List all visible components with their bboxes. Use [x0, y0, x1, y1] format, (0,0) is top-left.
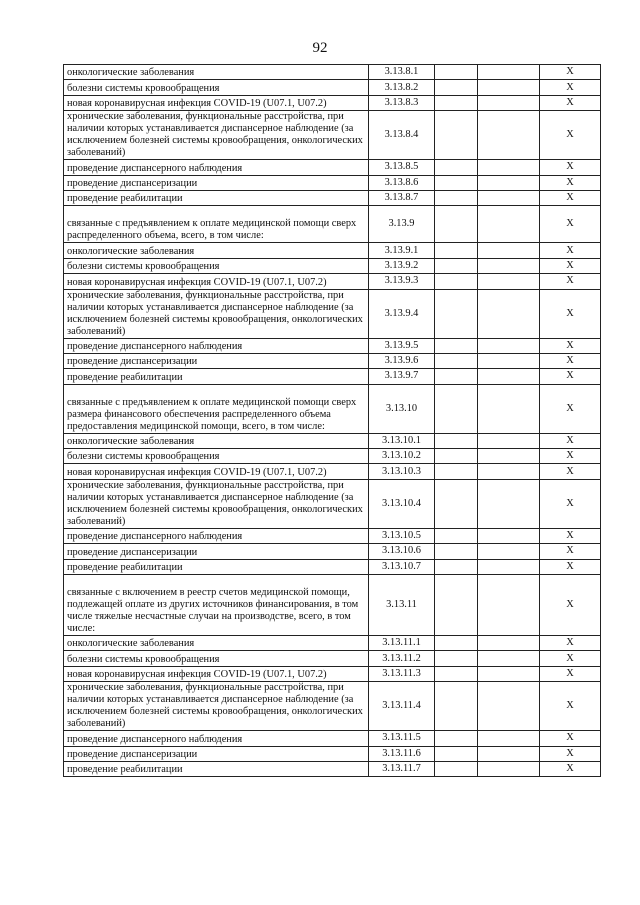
row-empty-cell [435, 575, 478, 636]
row-empty-cell [478, 206, 540, 243]
row-empty-cell [435, 80, 478, 95]
row-empty-cell [478, 464, 540, 479]
row-empty-cell [435, 464, 478, 479]
table-body [64, 65, 601, 777]
row-empty-cell [435, 190, 478, 205]
table-row [64, 258, 601, 273]
row-mark-cell: X [540, 369, 601, 384]
table-row [64, 384, 601, 433]
row-name-cell: связанные с предъявлением к оплате медицинской помощи сверх распределенного объема, всего, в том числе: [64, 206, 369, 243]
row-mark-cell: X [540, 559, 601, 574]
row-mark-cell: X [540, 528, 601, 543]
table-row [64, 111, 601, 160]
row-name-cell: онкологические заболевания [64, 433, 369, 448]
row-empty-cell [478, 190, 540, 205]
row-name-cell: проведение диспансерного наблюдения [64, 160, 369, 175]
row-empty-cell [435, 636, 478, 651]
row-empty-cell [478, 731, 540, 746]
row-name-cell: болезни системы кровообращения [64, 258, 369, 273]
table-row [64, 575, 601, 636]
row-empty-cell [435, 175, 478, 190]
row-mark-cell: X [540, 175, 601, 190]
table-row [64, 544, 601, 559]
row-code-cell: 3.13.10.2 [369, 449, 435, 464]
table-row [64, 80, 601, 95]
row-name-cell: новая коронавирусная инфекция COVID-19 (U07.1, U07.2) [64, 95, 369, 110]
row-empty-cell [435, 289, 478, 338]
row-name-cell: новая коронавирусная инфекция COVID-19 (U07.1, U07.2) [64, 666, 369, 681]
row-code-cell: 3.13.11.3 [369, 666, 435, 681]
row-mark-cell: X [540, 190, 601, 205]
row-empty-cell [478, 528, 540, 543]
row-mark-cell: X [540, 160, 601, 175]
row-code-cell: 3.13.9.1 [369, 243, 435, 258]
table-row [64, 479, 601, 528]
row-empty-cell [478, 575, 540, 636]
row-mark-cell: X [540, 449, 601, 464]
row-empty-cell [478, 111, 540, 160]
row-mark-cell: X [540, 464, 601, 479]
row-empty-cell [478, 338, 540, 353]
table-row [64, 651, 601, 666]
row-code-cell: 3.13.10.4 [369, 479, 435, 528]
row-empty-cell [478, 559, 540, 574]
row-name-cell: болезни системы кровообращения [64, 80, 369, 95]
row-mark-cell: X [540, 682, 601, 731]
row-mark-cell: X [540, 544, 601, 559]
row-empty-cell [478, 636, 540, 651]
row-code-cell: 3.13.11.1 [369, 636, 435, 651]
row-mark-cell: X [540, 65, 601, 80]
row-mark-cell: X [540, 666, 601, 681]
row-name-cell: новая коронавирусная инфекция COVID-19 (U07.1, U07.2) [64, 274, 369, 289]
row-empty-cell [478, 243, 540, 258]
row-empty-cell [478, 479, 540, 528]
row-empty-cell [478, 433, 540, 448]
row-empty-cell [478, 160, 540, 175]
row-mark-cell: X [540, 761, 601, 776]
row-code-cell: 3.13.8.2 [369, 80, 435, 95]
row-empty-cell [435, 274, 478, 289]
row-mark-cell: X [540, 746, 601, 761]
row-mark-cell: X [540, 95, 601, 110]
row-empty-cell [435, 544, 478, 559]
row-name-cell: болезни системы кровообращения [64, 449, 369, 464]
row-empty-cell [478, 746, 540, 761]
table-row [64, 243, 601, 258]
row-name-cell: онкологические заболевания [64, 243, 369, 258]
row-mark-cell: X [540, 258, 601, 273]
row-empty-cell [435, 666, 478, 681]
table-row [64, 353, 601, 368]
table-row [64, 559, 601, 574]
row-empty-cell [435, 258, 478, 273]
table-row [64, 731, 601, 746]
row-empty-cell [478, 353, 540, 368]
row-empty-cell [435, 111, 478, 160]
row-name-cell: проведение диспансеризации [64, 353, 369, 368]
row-name-cell: проведение диспансеризации [64, 544, 369, 559]
row-name-cell: новая коронавирусная инфекция COVID-19 (U07.1, U07.2) [64, 464, 369, 479]
row-mark-cell: X [540, 111, 601, 160]
row-code-cell: 3.13.9.3 [369, 274, 435, 289]
row-code-cell: 3.13.11.4 [369, 682, 435, 731]
row-empty-cell [478, 544, 540, 559]
table-row [64, 369, 601, 384]
row-code-cell: 3.13.10.5 [369, 528, 435, 543]
table-row [64, 160, 601, 175]
row-name-cell: болезни системы кровообращения [64, 651, 369, 666]
row-empty-cell [478, 80, 540, 95]
row-empty-cell [435, 384, 478, 433]
row-empty-cell [435, 746, 478, 761]
row-name-cell: хронические заболевания, функциональные расстройства, при наличии которых устанавливается диспансерное наблюдение (за исключением болезней системы кровообращения, онкологических заболеваний) [64, 479, 369, 528]
row-empty-cell [435, 206, 478, 243]
row-empty-cell [435, 559, 478, 574]
row-code-cell: 3.13.10.6 [369, 544, 435, 559]
row-empty-cell [478, 95, 540, 110]
row-empty-cell [478, 369, 540, 384]
row-empty-cell [478, 175, 540, 190]
table-row [64, 95, 601, 110]
page-number: 92 [312, 40, 328, 56]
row-mark-cell: X [540, 274, 601, 289]
row-name-cell: хронические заболевания, функциональные расстройства, при наличии которых устанавливается диспансерное наблюдение (за исключением болезней системы кровообращения, онкологических заболеваний) [64, 682, 369, 731]
table-row [64, 338, 601, 353]
table-row [64, 190, 601, 205]
row-empty-cell [478, 274, 540, 289]
row-name-cell: связанные с предъявлением к оплате медицинской помощи сверх размера финансового обеспечения распределенного объема предоставления медицинской помощи, всего, в том числе: [64, 384, 369, 433]
table-row [64, 761, 601, 776]
row-empty-cell [478, 666, 540, 681]
row-empty-cell [435, 449, 478, 464]
table-row [64, 289, 601, 338]
row-code-cell: 3.13.8.4 [369, 111, 435, 160]
row-code-cell: 3.13.10.7 [369, 559, 435, 574]
row-empty-cell [435, 433, 478, 448]
row-empty-cell [478, 449, 540, 464]
table-row [64, 175, 601, 190]
row-mark-cell: X [540, 731, 601, 746]
row-empty-cell [478, 65, 540, 80]
table-row [64, 65, 601, 80]
data-table [63, 64, 601, 777]
row-code-cell: 3.13.11.2 [369, 651, 435, 666]
table-row [64, 206, 601, 243]
row-code-cell: 3.13.9.2 [369, 258, 435, 273]
table-row [64, 636, 601, 651]
row-mark-cell: X [540, 289, 601, 338]
table-row [64, 682, 601, 731]
table-row [64, 746, 601, 761]
row-empty-cell [478, 258, 540, 273]
row-code-cell: 3.13.9.6 [369, 353, 435, 368]
row-mark-cell: X [540, 479, 601, 528]
row-mark-cell: X [540, 338, 601, 353]
row-code-cell: 3.13.11 [369, 575, 435, 636]
table-row [64, 433, 601, 448]
row-code-cell: 3.13.11.6 [369, 746, 435, 761]
table-row [64, 528, 601, 543]
row-code-cell: 3.13.10.3 [369, 464, 435, 479]
row-mark-cell: X [540, 353, 601, 368]
row-empty-cell [435, 353, 478, 368]
row-empty-cell [435, 682, 478, 731]
row-code-cell: 3.13.11.5 [369, 731, 435, 746]
row-code-cell: 3.13.8.5 [369, 160, 435, 175]
row-empty-cell [478, 761, 540, 776]
row-mark-cell: X [540, 243, 601, 258]
row-name-cell: проведение диспансеризации [64, 746, 369, 761]
table-row [64, 666, 601, 681]
table-row [64, 274, 601, 289]
row-empty-cell [478, 384, 540, 433]
row-empty-cell [435, 369, 478, 384]
row-name-cell: хронические заболевания, функциональные расстройства, при наличии которых устанавливается диспансерное наблюдение (за исключением болезней системы кровообращения, онкологических заболеваний) [64, 111, 369, 160]
row-code-cell: 3.13.9.5 [369, 338, 435, 353]
row-empty-cell [435, 243, 478, 258]
row-empty-cell [435, 479, 478, 528]
row-name-cell: проведение реабилитации [64, 761, 369, 776]
row-empty-cell [435, 160, 478, 175]
row-code-cell: 3.13.11.7 [369, 761, 435, 776]
row-code-cell: 3.13.8.3 [369, 95, 435, 110]
row-empty-cell [435, 338, 478, 353]
row-name-cell: хронические заболевания, функциональные расстройства, при наличии которых устанавливается диспансерное наблюдение (за исключением болезней системы кровообращения, онкологических заболеваний) [64, 289, 369, 338]
row-empty-cell [478, 651, 540, 666]
row-name-cell: проведение реабилитации [64, 559, 369, 574]
row-mark-cell: X [540, 651, 601, 666]
row-code-cell: 3.13.9.4 [369, 289, 435, 338]
row-mark-cell: X [540, 636, 601, 651]
row-name-cell: проведение диспансерного наблюдения [64, 338, 369, 353]
row-empty-cell [435, 731, 478, 746]
row-code-cell: 3.13.9 [369, 206, 435, 243]
row-name-cell: проведение диспансеризации [64, 175, 369, 190]
row-mark-cell: X [540, 80, 601, 95]
row-code-cell: 3.13.8.1 [369, 65, 435, 80]
row-empty-cell [435, 651, 478, 666]
row-name-cell: проведение реабилитации [64, 190, 369, 205]
row-mark-cell: X [540, 206, 601, 243]
row-name-cell: онкологические заболевания [64, 65, 369, 80]
row-mark-cell: X [540, 433, 601, 448]
row-empty-cell [435, 95, 478, 110]
row-empty-cell [478, 682, 540, 731]
row-empty-cell [435, 528, 478, 543]
table-row [64, 449, 601, 464]
table-row [64, 464, 601, 479]
row-name-cell: проведение диспансерного наблюдения [64, 528, 369, 543]
row-empty-cell [435, 65, 478, 80]
row-empty-cell [478, 289, 540, 338]
row-name-cell: проведение диспансерного наблюдения [64, 731, 369, 746]
row-code-cell: 3.13.10.1 [369, 433, 435, 448]
row-code-cell: 3.13.8.7 [369, 190, 435, 205]
row-code-cell: 3.13.9.7 [369, 369, 435, 384]
row-name-cell: онкологические заболевания [64, 636, 369, 651]
row-name-cell: связанные с включением в реестр счетов медицинской помощи, подлежащей оплате из других источников финансирования, в том числе тяжелые несчастные случаи на производстве, всего, в том числе: [64, 575, 369, 636]
row-mark-cell: X [540, 384, 601, 433]
row-mark-cell: X [540, 575, 601, 636]
row-empty-cell [435, 761, 478, 776]
row-name-cell: проведение реабилитации [64, 369, 369, 384]
row-code-cell: 3.13.10 [369, 384, 435, 433]
row-code-cell: 3.13.8.6 [369, 175, 435, 190]
